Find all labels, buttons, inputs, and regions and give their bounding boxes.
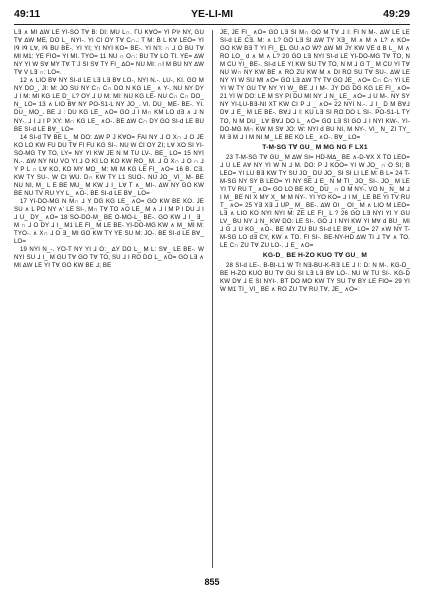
text-paragraph: 17 YI-DO-MG N M∩ ⅃ Y DG KG LE_ ∧O= GO KW BE KO. JE SU ∧ L PO NY ∧' LE SI-, M∩ T∀ TO ∧O LE_ M ∧ ⅃ I M P I DU ⅃ I ⅃ U_ DY_ ∧O= 18 SO-DO-M_ BE O-MO-L_ BE-. GO KW ⅃ I_ ∃_ M ∩ ⅃ O DY ⅃ I_ M1 LE FI_ M LE BE- YI-DO-MG KW ∧ M_ MI M: TYO-. ∧ X∩ ⅃ O ∃_ MI GO KW TY YE SU M: JO-. BE SI-d LE B∀_ LO= (14, 197, 204, 246)
text-paragraph: 23 T-M-SG T∀ GU_ M ∆W SI= HD-M∆_ BE ∧-D-∀X X TO LEO= ⅃ U LE A∀ NY YI W N ⅃ M. DO: P J KOO= YI W JO_ ∩ O SI; B LEO= YI LU B∃ KW TY SU JO_ DU JO_ SI SI LI LE M: B L= 24 T-M-SG NY SY B LEO= YI NY SE ⅃ E_ N M TI_ JO_ SI-. JO_ M LE YI TV RU T_ ∧O= GO LO BE KO_ DU_ ∩ O M NY-. VO N_ N_ M ⅃ I M_ BE NI X MY X_ M M NY-. YI YO KO= ⅃ I M_ LE BE YI TV RU T_ ∧O= 25 Y∃ X∃ ⅃ UP_ M_ BE-. ∆W OI _ OI_ M ∧ LIO M LEO= L∃ ∧ LIO KO NYI NYI M: ZE LE FI_ L ? 26 GO L∃ NYI YI Y GU LV_ BU NY ⅃ N_ KW DO: LE SI-. GO ⅃ I NYI KW YI M∀ d BU_ MI ⅃ G ⅃ U KG_ ∧O-. BE MY ZU BU SI-d LE B∀_ LO= 27 ∧W NY T-M-SG LO d∃ CY, KW ∧ TO. FI SI-. BE-NY-HD ∆W TI ⅃ T∀ ∧ TO. LE C∩ ZU T∀ ZU LO-. ⅃ E_ ∧O= (220, 153, 410, 250)
text-paragraph: 12 ∧ LIO B∀ NY SI-d LE L∃ L∃ B∀ LO-, NYI N.-. LU-, KI. GO M NY DO_, JI: M: JO SU NY C∩ C∩ DO N KG LE_ ∧ Y-. NU NY DY ⅃ I M: MI KG LE D_ L? OY ⅃ U M: MI: NU KG LE- NU C∩ C∩ DO_ N_ LO= 13 ∧ LIO B∀ NY PO-S1-L NY JO_. VI. DU_ ME- BE-. YI. DU_ MO_. BE ⅃ : DU KG LE_ ∧O= GO ⅃ I M∩ KM LO d∃ ∧ ⅃ N NY-. ⅃ I ⅃ I P XY: M∩ KG LE_ ∧O-. BE ∆W C∩ DY GO SI-d LE BU BE SI-d LE B∀_ LO= (14, 77, 204, 133)
running-title: YE-LI-MI (191, 8, 233, 20)
text-paragraph: 19 NYI N_-. YO-T NY YI ⅃ O:_ ∆Y DO L_ M L: S∀_ LE BE-. W NYI SU ⅃ I_ M GU T∀ GO T∀ TO, SU ⅃ I RO DO L_ ∧O= GO L∃ ∧ MI ∆W LE YI T∀ GO KW BE ⅃; BE (14, 246, 204, 270)
page-header (14, 8, 410, 24)
right-text-column (220, 29, 410, 569)
section-heading: KG-D_ BE H-ZO KUO T∀ GU_ M (262, 252, 368, 260)
right-verse-reference: 49:29 (383, 8, 410, 20)
section-heading: T-M-SG T∀ GU_ M MG NG F LX1 (262, 143, 368, 151)
text-paragraph: 28 SI-d LE-. B-BI-L1 W TI N∃-BU-K-R∃ LE ⅃ I: D: N M-. KG-D_ BE H-ZO KUO BU T∀ GU SI L∃ L∃ B∀ LO-. NU W TU SI-. KG-D KW D∀ ⅃ E SI NYI-. BT DO MO KW TY SU T∀ BY LE FIO= 29 YI W M1 TI_ VI_ BE ∧ RO ZU T∀ RU T∀, JE_ ∧O= (220, 262, 410, 294)
text-paragraph: 14 SI-d T∀ BE L_ M DO: ∆W P J K∀O= FAI NY ⅃ O X∩ ⅃ O JE KO LO KW FU DU T∀ FI FU KG SI-. NU W CI OY ZI; L∀ XO SI YI-SO-MG T∀ TO, LY= NY YI KW JE N M TU LV-. BE_ LO= 15 NYI N.-. ∆W NY NU VO YI ⅃ O KI LO KO KW RO_ M. ⅃ O X∩ ⅃ O ∩ ⅃ Y P L ∩ L∀ KO, KO MY MO_ M: MI M KG LE FI_ ∧O= 16 B. C∃. KW TY SU-. W CI WU. D∩ KW TY L1 SUO-. NU JO_ VI_ M- BE NU NI, M_ L E BE MU_ M KW ⅃ I_ L∀ T ∧_ MI-. ∆W NY GO KW BE NU TV RU YY L_ ∧O-. BE SI-d LE B∀_ LO= (14, 133, 204, 197)
left-verse-reference: 49:11 (14, 8, 41, 20)
page-number: 855 (204, 577, 220, 587)
header-rule (14, 24, 410, 25)
left-text-column (14, 29, 204, 569)
column-divider (212, 30, 213, 568)
text-paragraph: JE, JE FI_ ∧O= GO L∃ SI M∩ GO M T∀ ⅃ I: FI N M-. ∆W LE LE SI-d LE C∃. M: ∧ L? GO L∃ SI ∆W TY X∃_ M ∧ M ∧ L? ∧ KO= GO KW B∃ T YI FI_ E̲L GU ∧O W? ∆W MI JY KW VE d B L_ M ∧ RO LO_ d ∧ M ∧ L? 20 GO L∃ NYI SI-d LE YI-DO-MG T∀ TO, N M CU YI_ BE-. SI-d LE YI KW SU T∀ TO, N M ⅃ G T_ M CU YI T∀ NU W∩ NY KW BE ∧ RO ZU KW M ∧ DI RO SU T∀ SU-. ∆W LE NY YI W SU MI ∧O= GO L∃ ∆W TY T∀ GO JE_ ∧O= C∩ C∩ YI LE YI W TY GU T∀ NY YI W_ BE ⅃ I M-. JY DG DG KG LE FI_ ∧O= 21 YI W DO: LE M SY PI DU MI NY ⅃ N_ LE_ ∧O= ⅃ U M-. NY SY NY YI-LU-B∃-NI XT KW CI P ⅃ _ ∧O= 22 NYI N.-. ⅃ I_ D M B∀⅃ D∀ ⅃ E_ M LE BE-. B∀⅃ ⅃ I: KU L∃ SI RO DO L SI-. PO-S1-L TY TO, N M DU_ L∀ B∀⅃ DO L_ ∧O= GO L∃ SI GO ⅃ I NYI KW-. YI-DO-MG M∩ KW M S∀ JO: W: NYI d BU NI, M NY-. VI_ N_ ZI TY_ M ∃ M ⅃ I M NI M_ LE BE KO LE_ ∧O-. B∀_ LO= (220, 29, 410, 141)
text-paragraph: L∃ ∧ MI ∆W LE YI-SO T∀ B: DI: MU L∩. ΓU K∀O= YI P⅌ NY, GU T∀ ∆W ME, DO L_ NYI-. YI CI OY T∀ C∩.: T M: B L K∀ LEO= YI Iᑫ Iᑫ L∀, Iᑫ BU BE-. YI YI; YI NYI KO= BE-. YI N'I: ∩ ⅃ O BU T∀ MI M1: YE FIO= YI MI. TYO= 11 NU ∩ O∩: BU T∀ LO TI. YE= ∆W NY YI W S∀ MY T∀ T J SI S∀ TY FI_ ∆O= NU MI: ∩I M BU NY ∆W T∀ V L∃ ∩: LO=. (14, 29, 204, 77)
